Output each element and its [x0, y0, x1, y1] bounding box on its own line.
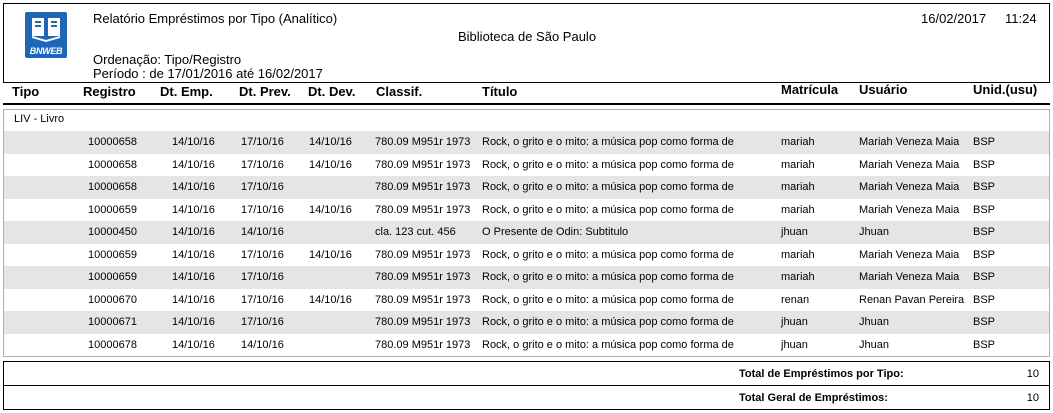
cell-dt-prev: 17/10/16 [241, 293, 284, 306]
cell-matricula: mariah [781, 203, 815, 216]
cell-dt-prev: 17/10/16 [241, 136, 284, 148]
cell-dt-prev: 17/10/16 [241, 248, 284, 261]
cell-dt-emp: 14/10/16 [172, 248, 215, 261]
column-header-dt-dev: Dt. Dev. [308, 84, 356, 99]
table-row [4, 334, 1049, 357]
cell-classif: 780.09 M951r 1973 [375, 136, 471, 148]
cell-dt-emp: 14/10/16 [172, 203, 215, 216]
cell-titulo: Rock, o grito e o mito: a música pop como forma de [482, 181, 734, 193]
cell-matricula: mariah [781, 158, 815, 171]
cell-dt-emp: 14/10/16 [172, 271, 215, 283]
table-row [4, 266, 1049, 289]
ordering-label: Ordenação: Tipo/Registro [93, 52, 242, 67]
cell-dt-prev: 17/10/16 [241, 203, 284, 216]
cell-usuario: Mariah Veneza Maia [859, 181, 960, 193]
cell-classif: 780.09 M951r 1973 [375, 293, 471, 306]
cell-registro: 10000658 [88, 181, 137, 193]
cell-registro: 10000671 [88, 316, 137, 328]
total-by-type-label: Total de Empréstimos por Tipo: [739, 368, 904, 380]
column-header-usuario: Usuário [859, 82, 908, 97]
cell-matricula: jhuan [781, 316, 808, 328]
cell-dt-emp: 14/10/16 [172, 316, 215, 328]
cell-titulo: Rock, o grito e o mito: a música pop como forma de [482, 316, 734, 328]
table-row [4, 244, 1049, 267]
cell-usuario: Mariah Veneza Maia [859, 248, 960, 261]
cell-titulo: Rock, o grito e o mito: a música pop como forma de [482, 203, 734, 216]
cell-unid: BSP [973, 203, 996, 216]
cell-unid: BSP [973, 226, 996, 238]
column-header-registro: Registro [83, 84, 136, 99]
period-label: Período : de 17/01/2016 até 16/02/2017 [93, 66, 323, 81]
cell-matricula: mariah [781, 248, 815, 261]
cell-dt-dev: 14/10/16 [309, 248, 352, 261]
cell-dt-emp: 14/10/16 [172, 293, 215, 306]
cell-dt-prev: 17/10/16 [241, 316, 284, 328]
report-title: Relatório Empréstimos por Tipo (Analítico) [93, 11, 338, 26]
cell-usuario: Jhuan [859, 338, 889, 351]
cell-dt-dev: 14/10/16 [309, 293, 352, 306]
cell-registro: 10000658 [88, 158, 137, 171]
cell-titulo: Rock, o grito e o mito: a música pop como forma de [482, 158, 734, 171]
cell-registro: 10000678 [88, 338, 137, 351]
total-by-type-value: 10 [1026, 368, 1039, 380]
cell-matricula: jhuan [781, 338, 808, 351]
cell-dt-dev: 14/10/16 [309, 158, 352, 171]
table-row [4, 154, 1049, 177]
cell-unid: BSP [973, 181, 996, 193]
total-general-label: Total Geral de Empréstimos: [739, 392, 888, 404]
cell-unid: BSP [973, 338, 996, 351]
cell-dt-emp: 14/10/16 [172, 158, 215, 171]
cell-classif: 780.09 M951r 1973 [375, 248, 471, 261]
cell-matricula: mariah [781, 136, 815, 148]
cell-usuario: Mariah Veneza Maia [859, 158, 960, 171]
table-row [4, 199, 1049, 222]
logo-text: BNWEB [29, 46, 63, 56]
library-name: Biblioteca de São Paulo [458, 29, 597, 44]
total-general-value: 10 [1026, 392, 1039, 404]
cell-matricula: jhuan [781, 226, 808, 238]
cell-matricula: mariah [781, 271, 815, 283]
cell-titulo: Rock, o grito e o mito: a música pop como forma de [482, 338, 734, 351]
cell-unid: BSP [973, 293, 996, 306]
cell-dt-emp: 14/10/16 [172, 338, 215, 351]
cell-unid: BSP [973, 136, 996, 148]
table-row [4, 289, 1049, 312]
total-general-box [3, 385, 1050, 410]
table-row [4, 131, 1049, 154]
column-header-tipo: Tipo [12, 84, 40, 99]
cell-registro: 10000658 [88, 136, 137, 148]
column-header-titulo: Título [482, 84, 518, 99]
open-book-icon [31, 16, 61, 42]
cell-titulo: Rock, o grito e o mito: a música pop como forma de [482, 136, 734, 148]
cell-classif: 780.09 M951r 1973 [375, 181, 471, 193]
report-date: 16/02/2017 [921, 11, 987, 26]
cell-titulo: Rock, o grito e o mito: a música pop como forma de [482, 271, 734, 283]
cell-dt-emp: 14/10/16 [172, 181, 215, 193]
cell-dt-emp: 14/10/16 [172, 226, 215, 238]
column-header-classif: Classif. [376, 84, 423, 99]
bnweb-logo [25, 12, 67, 58]
cell-usuario: Jhuan [859, 316, 889, 328]
report-time: 11:24 [1005, 11, 1037, 26]
cell-classif: 780.09 M951r 1973 [375, 316, 471, 328]
cell-dt-prev: 17/10/16 [241, 271, 284, 283]
cell-unid: BSP [973, 158, 996, 171]
group-label: LIV - Livro [14, 113, 65, 125]
cell-registro: 10000659 [88, 248, 137, 261]
cell-usuario: Mariah Veneza Maia [859, 203, 960, 216]
cell-classif: cla. 123 cut. 456 [375, 226, 456, 238]
cell-titulo: O Presente de Odin: Subtitulo [482, 226, 629, 238]
column-header-dt-prev: Dt. Prev. [239, 84, 291, 99]
cell-usuario: Jhuan [859, 226, 889, 238]
column-header-unid: Unid.(usu) [973, 82, 1038, 97]
table-row [4, 311, 1049, 334]
cell-titulo: Rock, o grito e o mito: a música pop como forma de [482, 293, 734, 306]
total-by-type-box [3, 361, 1050, 386]
table-row [4, 221, 1049, 244]
loan-table [4, 131, 1049, 356]
cell-usuario: Mariah Veneza Maia [859, 136, 960, 148]
cell-usuario: Mariah Veneza Maia [859, 271, 960, 283]
cell-dt-prev: 17/10/16 [241, 181, 284, 193]
column-header-matricula: Matrícula [781, 82, 839, 97]
cell-classif: 780.09 M951r 1973 [375, 271, 471, 283]
cell-unid: BSP [973, 271, 996, 283]
cell-classif: 780.09 M951r 1973 [375, 158, 471, 171]
cell-classif: 780.09 M951r 1973 [375, 203, 471, 216]
header-divider [3, 103, 1050, 105]
cell-registro: 10000659 [88, 271, 137, 283]
cell-unid: BSP [973, 316, 996, 328]
cell-registro: 10000659 [88, 203, 137, 216]
cell-dt-prev: 14/10/16 [241, 338, 284, 351]
cell-dt-emp: 14/10/16 [172, 136, 215, 148]
cell-classif: 780.09 M951r 1973 [375, 338, 471, 351]
cell-registro: 10000670 [88, 293, 137, 306]
cell-matricula: renan [781, 293, 810, 306]
cell-dt-prev: 14/10/16 [241, 226, 284, 238]
cell-registro: 10000450 [88, 226, 137, 238]
cell-usuario: Renan Pavan Pereira [859, 293, 965, 306]
column-header-dt-emp: Dt. Emp. [160, 84, 213, 99]
cell-matricula: mariah [781, 181, 815, 193]
cell-dt-dev: 14/10/16 [309, 136, 352, 148]
cell-dt-dev: 14/10/16 [309, 203, 352, 216]
cell-unid: BSP [973, 248, 996, 261]
table-row [4, 176, 1049, 199]
cell-dt-prev: 17/10/16 [241, 158, 284, 171]
cell-titulo: Rock, o grito e o mito: a música pop como forma de [482, 248, 734, 261]
